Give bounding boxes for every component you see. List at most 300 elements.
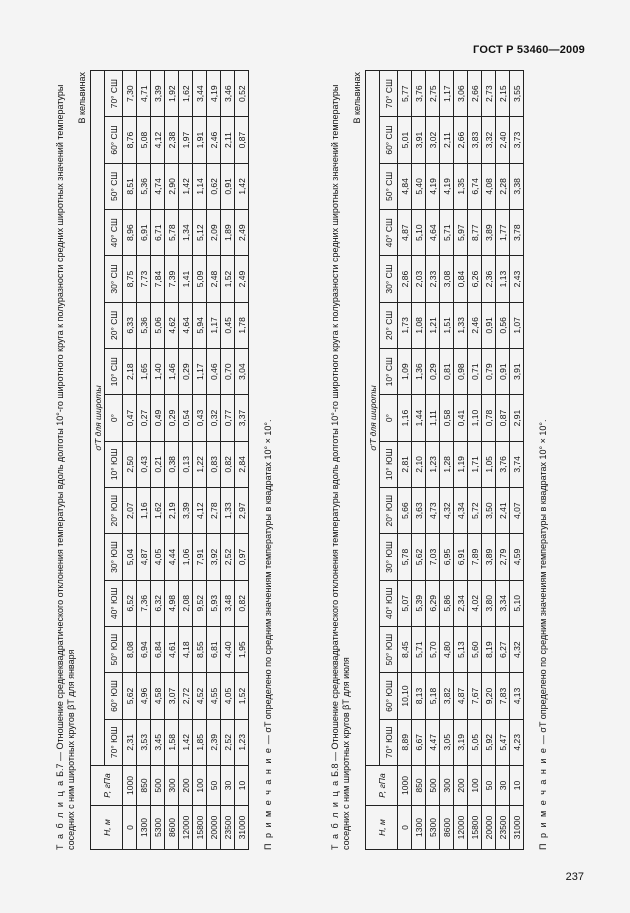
latitude-header: 70° СШ	[380, 71, 398, 117]
table-cell: 5,06	[151, 302, 165, 348]
table-cell: 4,19	[426, 163, 440, 209]
table-cell: 3,80	[482, 580, 496, 626]
table-cell: 4,19	[440, 163, 454, 209]
cell-pressure: 500	[151, 766, 165, 806]
table-cell: 0,43	[193, 395, 207, 441]
table-cell: 2,49	[235, 210, 249, 256]
latitude-header: 50° СШ	[380, 163, 398, 209]
table-cell: 0,29	[165, 395, 179, 441]
table-cell: 0,79	[482, 349, 496, 395]
table-cell: 5,01	[398, 117, 412, 163]
table-cell: 2,39	[207, 719, 221, 765]
table-cell: 2,52	[221, 719, 235, 765]
table-cell: 5,39	[412, 580, 426, 626]
table-cell: 2,52	[221, 534, 235, 580]
table-cell: 2,72	[179, 673, 193, 719]
table-cell: 4,74	[151, 163, 165, 209]
table-cell: 3,55	[510, 71, 524, 117]
table-caption	[330, 70, 354, 850]
cell-height: 12000	[179, 806, 193, 850]
table-cell: 2,09	[207, 210, 221, 256]
note-label: П р и м е ч а н и е	[538, 746, 548, 850]
cell-height: 8600	[440, 806, 454, 850]
table-cell: 6,32	[151, 580, 165, 626]
table-cell: 4,73	[426, 488, 440, 534]
table-cell: 2,08	[179, 580, 193, 626]
table-cell: 3,91	[412, 117, 426, 163]
table-cell: 0,91	[496, 349, 510, 395]
table-cell: 5,40	[412, 163, 426, 209]
latitude-header: 0°	[380, 395, 398, 441]
table-cell: 3,53	[137, 719, 151, 765]
table-cell: 2,11	[440, 117, 454, 163]
table-cell: 6,84	[151, 627, 165, 673]
table-cell: 0,47	[123, 395, 137, 441]
col-header-height: H, м	[366, 806, 398, 850]
table-cell: 3,83	[468, 117, 482, 163]
table-cell: 4,80	[440, 627, 454, 673]
table-cell: 7,73	[137, 256, 151, 302]
table-cell: 5,72	[468, 488, 482, 534]
table-cell: 1,36	[412, 349, 426, 395]
table-unit: В кельвинах	[352, 72, 362, 124]
table-cell: 2,11	[221, 117, 235, 163]
table-row	[151, 71, 165, 850]
cell-pressure: 100	[193, 766, 207, 806]
table-cell: 2,97	[235, 488, 249, 534]
latitude-header: 20° СШ	[105, 302, 123, 348]
cell-pressure: 10	[235, 766, 249, 806]
table-cell: 3,46	[221, 71, 235, 117]
cell-height: 1300	[412, 806, 426, 850]
table-cell: 0,29	[426, 349, 440, 395]
cell-height: 23500	[221, 806, 235, 850]
table-cell: 0,52	[235, 71, 249, 117]
table-cell: 1,41	[179, 256, 193, 302]
table-cell: 0,77	[221, 395, 235, 441]
table-cell: 4,19	[207, 71, 221, 117]
table-cell: 2,07	[123, 488, 137, 534]
table-cell: 1,89	[221, 210, 235, 256]
table-cell: 5,71	[412, 627, 426, 673]
cell-pressure: 850	[137, 766, 151, 806]
table-cell: 1,33	[221, 488, 235, 534]
table-cell: 6,71	[151, 210, 165, 256]
table-cell: 0,81	[440, 349, 454, 395]
table-body	[366, 71, 524, 850]
table-cell: 1,42	[179, 719, 193, 765]
table-cell: 1,71	[468, 441, 482, 487]
table-cell: 1,42	[235, 163, 249, 209]
table-cell: 3,78	[510, 210, 524, 256]
table-cell: 8,13	[412, 673, 426, 719]
table-cell: 1,40	[151, 349, 165, 395]
table-cell: 1,28	[440, 441, 454, 487]
table-cell: 2,91	[510, 395, 524, 441]
table-cell: 4,96	[137, 673, 151, 719]
table-cell: 3,82	[440, 673, 454, 719]
table-row	[426, 71, 440, 850]
table-cell: 8,96	[123, 210, 137, 256]
table-cell: 8,51	[123, 163, 137, 209]
table-row	[221, 71, 235, 850]
table-cell: 4,44	[165, 534, 179, 580]
table-cell: 2,66	[454, 117, 468, 163]
table-cell: 3,45	[151, 719, 165, 765]
cell-pressure: 500	[426, 766, 440, 806]
table-cell: 4,87	[454, 673, 468, 719]
table-cell: 0,82	[235, 580, 249, 626]
table-cell: 2,19	[165, 488, 179, 534]
table-cell: 1,65	[137, 349, 151, 395]
table-cell: 3,39	[179, 488, 193, 534]
table-cell: 0,45	[221, 302, 235, 348]
table-cell: 3,74	[510, 441, 524, 487]
table-row	[235, 71, 249, 850]
table-cell: 4,87	[398, 210, 412, 256]
latitude-header: 10° ЮШ	[380, 441, 398, 487]
cell-pressure: 200	[454, 766, 468, 806]
table-cell: 3,92	[207, 534, 221, 580]
table-cell: 0,41	[454, 395, 468, 441]
cell-pressure: 1000	[398, 766, 412, 806]
table-cell: 4,52	[193, 673, 207, 719]
table-cell: 6,91	[454, 534, 468, 580]
table-cell: 2,34	[454, 580, 468, 626]
table-cell: 5,10	[510, 580, 524, 626]
table-cell: 1,14	[193, 163, 207, 209]
table-cell: 2,15	[496, 71, 510, 117]
cell-height: 31000	[235, 806, 249, 850]
table-cell: 5,93	[207, 580, 221, 626]
latitude-header: 60° ЮШ	[105, 673, 123, 719]
table-cell: 4,71	[137, 71, 151, 117]
table-cell: 1,21	[426, 302, 440, 348]
latitude-header: 50° СШ	[105, 163, 123, 209]
table-cell: 5,09	[193, 256, 207, 302]
table-title: — Отношение среднеквадратического отклонения температуры вдоль долготы 10°-го широтного круга к полуразности средних широтных значений температуры соседних с ним широтных кругов βT для июля	[330, 84, 351, 850]
table-cell: 9,52	[193, 580, 207, 626]
note-text: — σT определено по средним значениям температуры в квадратах 10° × 10°.	[538, 419, 548, 747]
cell-height: 0	[398, 806, 412, 850]
cell-height: 12000	[454, 806, 468, 850]
table-cell: 1,17	[207, 302, 221, 348]
latitude-header: 30° ЮШ	[105, 534, 123, 580]
table-cell: 5,70	[426, 627, 440, 673]
table-unit: В кельвинах	[77, 72, 87, 124]
table-cell: 2,03	[412, 256, 426, 302]
table-row	[207, 71, 221, 850]
table-block-b7	[55, 70, 273, 850]
table-cell: 1,46	[165, 349, 179, 395]
table-cell: 2,31	[123, 719, 137, 765]
table-cell: 6,27	[496, 627, 510, 673]
note-text: — σT определено по средним значениям температуры в квадратах 10° × 10°.	[263, 419, 273, 747]
table-cell: 0,98	[454, 349, 468, 395]
latitude-header: 40° СШ	[105, 210, 123, 256]
table-cell: 1,06	[179, 534, 193, 580]
cell-height: 20000	[207, 806, 221, 850]
cell-pressure: 30	[496, 766, 510, 806]
table-cell: 1,52	[235, 673, 249, 719]
table-cell: 1,17	[193, 349, 207, 395]
table-cell: 2,81	[398, 441, 412, 487]
table-cell: 0,27	[137, 395, 151, 441]
table-cell: 2,36	[482, 256, 496, 302]
col-header-pressure: P, гПа	[91, 766, 123, 806]
table-cell: 4,32	[440, 488, 454, 534]
table-cell: 7,89	[468, 534, 482, 580]
table-row	[412, 71, 426, 850]
table-cell: 3,50	[482, 488, 496, 534]
table-cell: 1,78	[235, 302, 249, 348]
table-cell: 0,83	[207, 441, 221, 487]
standard-header: ГОСТ Р 53460—2009	[473, 44, 585, 56]
table-cell: 1,23	[426, 441, 440, 487]
table-cell: 4,64	[426, 210, 440, 256]
table-cell: 4,64	[179, 302, 193, 348]
latitude-header: 10° СШ	[380, 349, 398, 395]
table-cell: 0,46	[207, 349, 221, 395]
table-cell: 7,39	[165, 256, 179, 302]
latitude-header: 10° СШ	[105, 349, 123, 395]
table-cell: 1,42	[179, 163, 193, 209]
rotated-content	[55, 50, 615, 850]
table-cell: 3,04	[235, 349, 249, 395]
table-cell: 1,58	[165, 719, 179, 765]
table-cell: 5,08	[137, 117, 151, 163]
table-cell: 8,55	[193, 627, 207, 673]
table-cell: 0,84	[454, 256, 468, 302]
table-cell: 4,05	[221, 673, 235, 719]
table-cell: 1,16	[398, 395, 412, 441]
table-cell: 6,81	[207, 627, 221, 673]
table-cell: 0,91	[482, 302, 496, 348]
table-cell: 7,84	[151, 256, 165, 302]
table-cell: 1,73	[398, 302, 412, 348]
table-row	[468, 71, 482, 850]
cell-pressure: 50	[207, 766, 221, 806]
table-row	[123, 71, 137, 850]
table-cell: 6,52	[123, 580, 137, 626]
table-cell: 3,07	[165, 673, 179, 719]
table-cell: 1,51	[440, 302, 454, 348]
table-cell: 5,05	[468, 719, 482, 765]
cell-pressure: 50	[482, 766, 496, 806]
table-row	[165, 71, 179, 850]
table-cell: 1,95	[235, 627, 249, 673]
table-cell: 1,13	[496, 256, 510, 302]
table-cell: 0,78	[482, 395, 496, 441]
table-cell: 2,46	[207, 117, 221, 163]
table-cell: 2,66	[468, 71, 482, 117]
table-cell: 5,78	[165, 210, 179, 256]
table-cell: 0,91	[221, 163, 235, 209]
table-cell: 1,17	[440, 71, 454, 117]
table-cell: 4,34	[454, 488, 468, 534]
table-row	[440, 71, 454, 850]
latitude-header: 40° СШ	[380, 210, 398, 256]
table-cell: 3,76	[412, 71, 426, 117]
table-cell: 2,49	[235, 256, 249, 302]
table-cell: 3,32	[482, 117, 496, 163]
table-cell: 0,70	[221, 349, 235, 395]
table-cell: 1,22	[193, 441, 207, 487]
table-cell: 5,36	[137, 163, 151, 209]
table-cell: 0,21	[151, 441, 165, 487]
table-cell: 2,38	[165, 117, 179, 163]
table-cell: 1,62	[151, 488, 165, 534]
table-cell: 5,10	[412, 210, 426, 256]
cell-pressure: 30	[221, 766, 235, 806]
table-cell: 0,87	[496, 395, 510, 441]
table-cell: 5,60	[468, 627, 482, 673]
table-cell: 4,59	[510, 534, 524, 580]
table-cell: 5,36	[137, 302, 151, 348]
table-header-row	[105, 71, 123, 850]
table-cell: 5,78	[398, 534, 412, 580]
latitude-header: 60° СШ	[105, 117, 123, 163]
page-number: 237	[565, 871, 584, 883]
latitude-header: 20° ЮШ	[380, 488, 398, 534]
table-cell: 6,29	[426, 580, 440, 626]
table-cell: 5,71	[440, 210, 454, 256]
table-cell: 6,94	[137, 627, 151, 673]
table-cell: 5,86	[440, 580, 454, 626]
col-header-height: H, м	[91, 806, 123, 850]
table-cell: 8,75	[123, 256, 137, 302]
table-cell: 6,26	[468, 256, 482, 302]
table-cell: 3,91	[510, 349, 524, 395]
table-cell: 3,76	[496, 441, 510, 487]
table-cell: 0,58	[440, 395, 454, 441]
group-header: σ'T для широты	[91, 71, 105, 766]
table-cell: 7,91	[193, 534, 207, 580]
cell-height: 5300	[151, 806, 165, 850]
latitude-header: 0°	[105, 395, 123, 441]
table-cell: 4,13	[510, 673, 524, 719]
table-cell: 1,23	[235, 719, 249, 765]
table-cell: 2,40	[496, 117, 510, 163]
data-table	[365, 70, 524, 850]
table-cell: 4,18	[179, 627, 193, 673]
table-cell: 6,74	[468, 163, 482, 209]
table-note	[538, 70, 548, 850]
table-cell: 1,16	[137, 488, 151, 534]
table-cell: 2,43	[510, 256, 524, 302]
table-cell: 2,41	[496, 488, 510, 534]
table-cell: 1,34	[179, 210, 193, 256]
table-cell: 8,45	[398, 627, 412, 673]
table-cell: 2,90	[165, 163, 179, 209]
table-cell: 4,07	[510, 488, 524, 534]
table-row	[454, 71, 468, 850]
table-cell: 1,62	[179, 71, 193, 117]
cell-pressure: 1000	[123, 766, 137, 806]
group-header: σ'T для широты	[366, 71, 380, 766]
table-cell: 3,34	[496, 580, 510, 626]
table-cell: 5,62	[123, 673, 137, 719]
table-cell: 1,97	[179, 117, 193, 163]
table-cell: 5,94	[193, 302, 207, 348]
cell-height: 8600	[165, 806, 179, 850]
latitude-header: 50° ЮШ	[105, 627, 123, 673]
table-cell: 4,47	[426, 719, 440, 765]
table-cell: 0,43	[137, 441, 151, 487]
table-cell: 4,61	[165, 627, 179, 673]
cell-pressure: 10	[510, 766, 524, 806]
col-header-pressure: P, гПа	[366, 766, 398, 806]
table-cell: 7,30	[123, 71, 137, 117]
table-cell: 8,08	[123, 627, 137, 673]
table-cell: 4,58	[151, 673, 165, 719]
table-cell: 4,62	[165, 302, 179, 348]
table-cell: 3,02	[426, 117, 440, 163]
table-label: Т а б л и ц а	[55, 779, 65, 850]
table-row	[398, 71, 412, 850]
cell-height: 15800	[468, 806, 482, 850]
table-cell: 4,05	[151, 534, 165, 580]
table-caption	[55, 70, 79, 850]
table-cell: 4,84	[398, 163, 412, 209]
cell-pressure: 300	[440, 766, 454, 806]
latitude-header: 70° ЮШ	[380, 719, 398, 765]
table-cell: 2,10	[412, 441, 426, 487]
latitude-header: 10° ЮШ	[105, 441, 123, 487]
table-cell: 4,55	[207, 673, 221, 719]
latitude-header: 60° СШ	[380, 117, 398, 163]
table-cell: 8,76	[123, 117, 137, 163]
table-cell: 4,02	[468, 580, 482, 626]
table-cell: 4,08	[482, 163, 496, 209]
note-label: П р и м е ч а н и е	[263, 746, 273, 850]
table-cell: 9,20	[482, 673, 496, 719]
cell-height: 23500	[496, 806, 510, 850]
table-cell: 0,82	[221, 441, 235, 487]
table-cell: 5,77	[398, 71, 412, 117]
table-cell: 5,62	[412, 534, 426, 580]
table-cell: 4,23	[510, 719, 524, 765]
table-cell: 7,83	[496, 673, 510, 719]
table-note	[263, 70, 273, 850]
cell-height: 31000	[510, 806, 524, 850]
table-cell: 8,19	[482, 627, 496, 673]
table-cell: 2,84	[235, 441, 249, 487]
table-cell: 0,71	[468, 349, 482, 395]
table-cell: 8,89	[398, 719, 412, 765]
table-cell: 1,52	[221, 256, 235, 302]
table-cell: 5,18	[426, 673, 440, 719]
table-cell: 1,91	[193, 117, 207, 163]
cell-height: 0	[123, 806, 137, 850]
table-cell: 2,48	[207, 256, 221, 302]
latitude-header: 30° СШ	[105, 256, 123, 302]
table-cell: 0,97	[235, 534, 249, 580]
table-cell: 7,03	[426, 534, 440, 580]
cell-height: 20000	[482, 806, 496, 850]
table-cell: 4,12	[193, 488, 207, 534]
cell-pressure: 200	[179, 766, 193, 806]
latitude-header: 20° СШ	[380, 302, 398, 348]
table-cell: 1,44	[412, 395, 426, 441]
table-cell: 0,62	[207, 163, 221, 209]
table-cell: 1,35	[454, 163, 468, 209]
table-cell: 6,67	[412, 719, 426, 765]
table-cell: 5,66	[398, 488, 412, 534]
table-cell: 2,50	[123, 441, 137, 487]
table-cell: 3,19	[454, 719, 468, 765]
table-cell: 2,86	[398, 256, 412, 302]
